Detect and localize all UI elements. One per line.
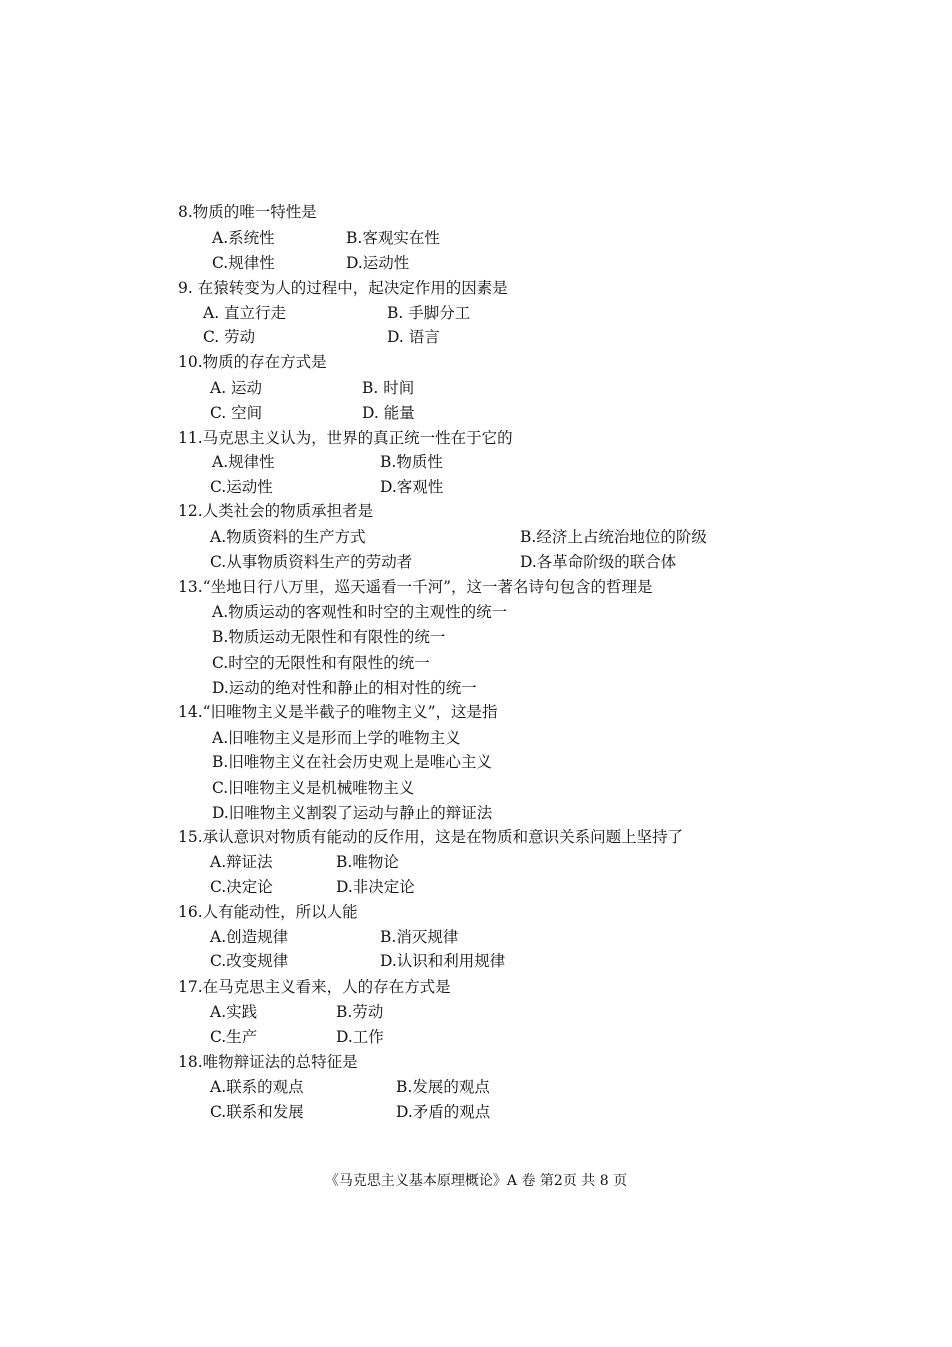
question-10-stem: 10.物质的存在方式是	[178, 353, 327, 371]
page-footer: 《马克思主义基本原理概论》A 卷 第2页 共 8 页	[324, 1173, 628, 1189]
question-12-option-b: B.经济上占统治地位的阶级	[520, 528, 707, 546]
question-13-stem: 13.“坐地日行八万里，巡天遥看一千河”，这一著名诗句包含的哲理是	[178, 578, 653, 596]
question-9-option-b: B. 手脚分工	[387, 304, 471, 322]
question-17-option-d: D.工作	[336, 1028, 384, 1046]
question-10-option-d: D. 能量	[362, 404, 415, 422]
question-16-option-b: B.消灭规律	[380, 928, 459, 946]
question-13-option-a: A.物质运动的客观性和时空的主观性的统一	[212, 603, 508, 621]
question-18-option-c: C.联系和发展	[210, 1103, 304, 1121]
question-17-option-c: C.生产	[210, 1028, 258, 1046]
question-12-option-d: D.各革命阶级的联合体	[520, 553, 677, 571]
question-11-stem: 11.马克思主义认为，世界的真正统一性在于它的	[178, 429, 513, 447]
question-16-stem: 16.人有能动性，所以人能	[178, 903, 358, 921]
question-15-option-b: B.唯物论	[336, 853, 399, 871]
question-14-option-a: A.旧唯物主义是形而上学的唯物主义	[212, 729, 461, 747]
question-8-option-a: A.系统性	[212, 229, 275, 247]
question-8-option-c: C.规律性	[212, 254, 275, 272]
question-18-option-d: D.矛盾的观点	[396, 1103, 491, 1121]
question-15-stem: 15.承认意识对物质有能动的反作用，这是在物质和意识关系问题上坚持了	[178, 828, 684, 846]
question-18-option-a: A.联系的观点	[210, 1078, 304, 1096]
question-11-option-b: B.物质性	[380, 453, 443, 471]
question-18-option-b: B.发展的观点	[396, 1078, 490, 1096]
question-8-option-b: B.客观实在性	[346, 229, 440, 247]
question-9-stem: 9. 在猿转变为人的过程中，起决定作用的因素是	[178, 279, 508, 297]
question-18-stem: 18.唯物辩证法的总特征是	[178, 1053, 358, 1071]
question-9-option-d: D. 语言	[387, 328, 440, 346]
question-12-stem: 12.人类社会的物质承担者是	[178, 502, 374, 520]
question-14-option-b: B.旧唯物主义在社会历史观上是唯心主义	[212, 753, 492, 771]
question-10-option-a: A. 运动	[210, 379, 263, 397]
question-8-stem: 8.物质的唯一特性是	[178, 203, 317, 221]
question-17-option-a: A.实践	[210, 1003, 258, 1021]
question-16-option-a: A.创造规律	[210, 928, 289, 946]
question-13-option-c: C.时空的无限性和有限性的统一	[212, 654, 430, 672]
question-14-option-c: C.旧唯物主义是机械唯物主义	[212, 779, 415, 797]
question-15-option-a: A.辩证法	[210, 853, 273, 871]
question-12-option-a: A.物质资料的生产方式	[210, 528, 366, 546]
question-9-option-c: C. 劳动	[203, 328, 256, 346]
question-14-option-d: D.旧唯物主义割裂了运动与静止的辩证法	[212, 804, 493, 822]
question-10-option-b: B. 时间	[362, 379, 415, 397]
question-10-option-c: C. 空间	[210, 404, 263, 422]
question-12-option-c: C.从事物质资料生产的劳动者	[210, 553, 413, 571]
question-15-option-d: D.非决定论	[336, 878, 415, 896]
question-17-option-b: B.劳动	[336, 1003, 384, 1021]
question-17-stem: 17.在马克思主义看来，人的存在方式是	[178, 978, 451, 996]
question-16-option-d: D.认识和利用规律	[380, 952, 506, 970]
question-15-option-c: C.决定论	[210, 878, 273, 896]
question-11-option-d: D.客观性	[380, 478, 444, 496]
question-11-option-a: A.规律性	[212, 453, 275, 471]
question-8-option-d: D.运动性	[346, 254, 410, 272]
question-13-option-d: D.运动的绝对性和静止的相对性的统一	[212, 679, 477, 697]
question-11-option-c: C.运动性	[210, 478, 273, 496]
question-13-option-b: B.物质运动无限性和有限性的统一	[212, 628, 446, 646]
question-16-option-c: C.改变规律	[210, 952, 289, 970]
question-14-stem: 14.“旧唯物主义是半截子的唯物主义”，这是指	[178, 703, 498, 721]
question-9-option-a: A. 直立行走	[203, 304, 287, 322]
